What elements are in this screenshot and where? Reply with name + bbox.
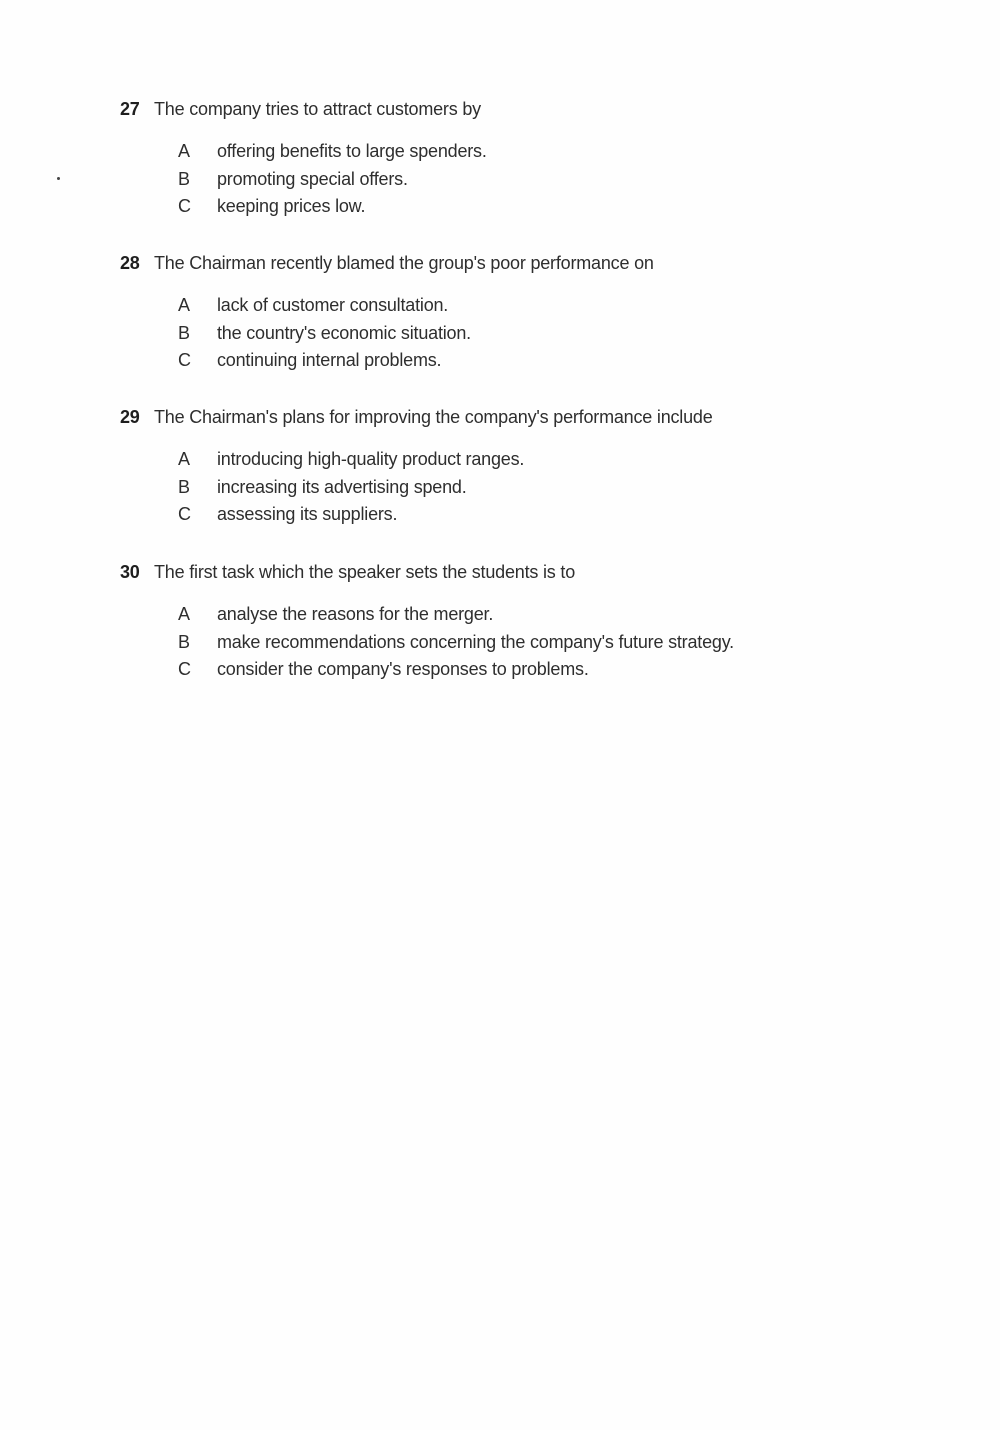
- option-b: [178, 166, 920, 194]
- option-letter: A: [178, 604, 190, 624]
- question-text: The first task which the speaker sets the students is to: [154, 562, 576, 582]
- option-text: the country's economic situation.: [217, 322, 471, 343]
- question-28: [120, 252, 920, 375]
- option-letter: C: [178, 659, 191, 679]
- option-text: consider the company's responses to problems.: [217, 659, 589, 679]
- option-a: [178, 601, 920, 629]
- question-text: The company tries to attract customers by: [154, 99, 481, 119]
- option-c: [178, 347, 920, 375]
- option-text: continuing internal problems.: [217, 350, 442, 370]
- option-letter: C: [178, 196, 191, 216]
- option-b: [178, 320, 920, 348]
- question-number: 27: [120, 99, 140, 119]
- option-letter: B: [178, 322, 190, 343]
- option-text: offering benefits to large spenders.: [217, 141, 487, 161]
- option-c: [178, 193, 920, 221]
- question-stem: [120, 561, 920, 583]
- question-number: 29: [120, 407, 140, 427]
- option-letter: A: [178, 449, 190, 469]
- option-a: [178, 446, 920, 474]
- option-text: introducing high-quality product ranges.: [217, 449, 525, 469]
- option-letter: A: [178, 141, 190, 161]
- question-29: [120, 406, 920, 529]
- option-letter: C: [178, 350, 191, 370]
- question-27: [120, 98, 920, 221]
- option-c: [178, 656, 920, 684]
- option-b: [178, 474, 920, 502]
- option-text: keeping prices low.: [217, 196, 366, 216]
- option-text: lack of customer consultation.: [217, 295, 449, 315]
- option-text: make recommendations concerning the company's future strategy.: [217, 631, 734, 652]
- option-letter: B: [178, 168, 190, 189]
- option-letter: A: [178, 295, 190, 315]
- option-letter: B: [178, 631, 190, 652]
- option-a: [178, 292, 920, 320]
- option-list: [178, 601, 920, 684]
- option-text: promoting special offers.: [217, 168, 408, 189]
- option-list: [178, 292, 920, 375]
- option-b: [178, 629, 920, 657]
- question-text: The Chairman recently blamed the group's poor performance on: [154, 253, 654, 273]
- option-text: analyse the reasons for the merger.: [217, 604, 494, 624]
- option-a: [178, 138, 920, 166]
- question-text: The Chairman's plans for improving the company's performance include: [154, 407, 713, 427]
- option-text: increasing its advertising spend.: [217, 476, 467, 497]
- scan-speck: [57, 177, 60, 180]
- question-number: 28: [120, 253, 140, 273]
- option-list: [178, 138, 920, 221]
- option-c: [178, 501, 920, 529]
- question-stem: [120, 98, 920, 120]
- option-letter: C: [178, 504, 191, 524]
- question-number: 30: [120, 562, 140, 582]
- question-stem: [120, 252, 920, 274]
- option-letter: B: [178, 476, 190, 497]
- option-list: [178, 446, 920, 529]
- option-text: assessing its suppliers.: [217, 504, 398, 524]
- question-30: [120, 561, 920, 684]
- question-stem: [120, 406, 920, 428]
